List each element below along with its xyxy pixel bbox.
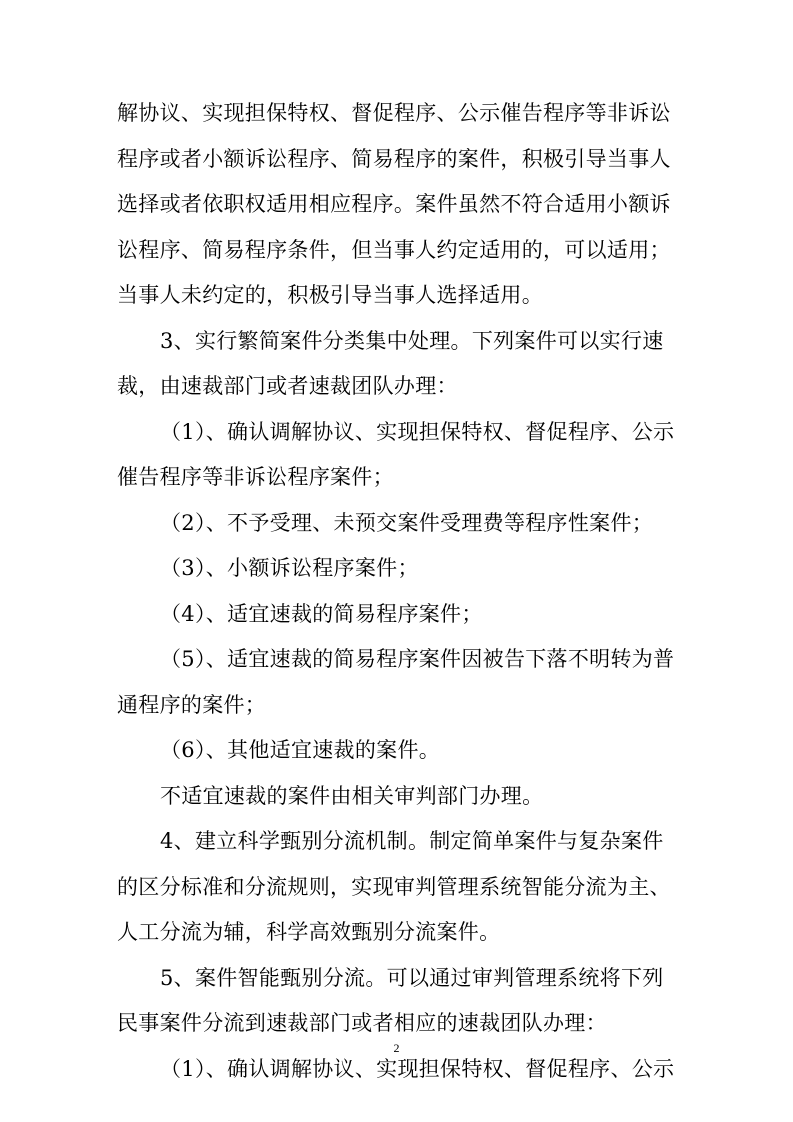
text-line: 当事人未约定的，积极引导当事人选择适用。 <box>117 283 543 307</box>
text-line: 选择或者依职权适用相应程序。案件虽然不符合适用小额诉 <box>117 192 671 216</box>
text-line: 的区分标准和分流规则，实现审判管理系统智能分流为主、 <box>117 875 671 899</box>
text-line: 程序或者小额诉讼程序、简易程序的案件，积极引导当事人 <box>117 147 671 171</box>
text-line: 4、建立科学甄别分流机制。制定简单案件与复杂案件 <box>160 829 664 853</box>
text-line: （2）、不予受理、未预交案件受理费等程序性案件； <box>160 511 654 535</box>
text-line: 催告程序等非诉讼程序案件； <box>117 465 394 489</box>
text-line: （5）、适宜速裁的简易程序案件因被告下落不明转为普 <box>160 647 675 671</box>
text-line: 民事案件分流到速裁部门或者相应的速裁团队办理： <box>117 1011 607 1035</box>
text-line: 通程序的案件； <box>117 693 267 717</box>
text-line: （6）、其他适宜速裁的案件。 <box>160 738 441 762</box>
text-line: 解协议、实现担保特权、督促程序、公示催告程序等非诉讼 <box>117 101 671 125</box>
text-line: （1）、确认调解协议、实现担保特权、督促程序、公示 <box>160 420 675 444</box>
text-line: 人工分流为辅，科学高效甄别分流案件。 <box>117 920 501 944</box>
text-line: 裁，由速裁部门或者速裁团队办理： <box>117 374 458 398</box>
text-line: （3）、小额诉讼程序案件； <box>160 556 419 580</box>
text-line: 讼程序、简易程序条件，但当事人约定适用的，可以适用； <box>117 238 671 262</box>
text-line: （4）、适宜速裁的简易程序案件； <box>160 602 483 626</box>
text-line: 3、实行繁简案件分类集中处理。下列案件可以实行速 <box>160 329 664 353</box>
text-line: 5、案件智能甄别分流。可以通过审判管理系统将下列 <box>160 966 664 990</box>
text-line: （1）、确认调解协议、实现担保特权、督促程序、公示 <box>160 1057 675 1081</box>
text-line: 不适宜速裁的案件由相关审判部门办理。 <box>160 784 544 808</box>
page-number: 2 <box>393 1041 400 1055</box>
